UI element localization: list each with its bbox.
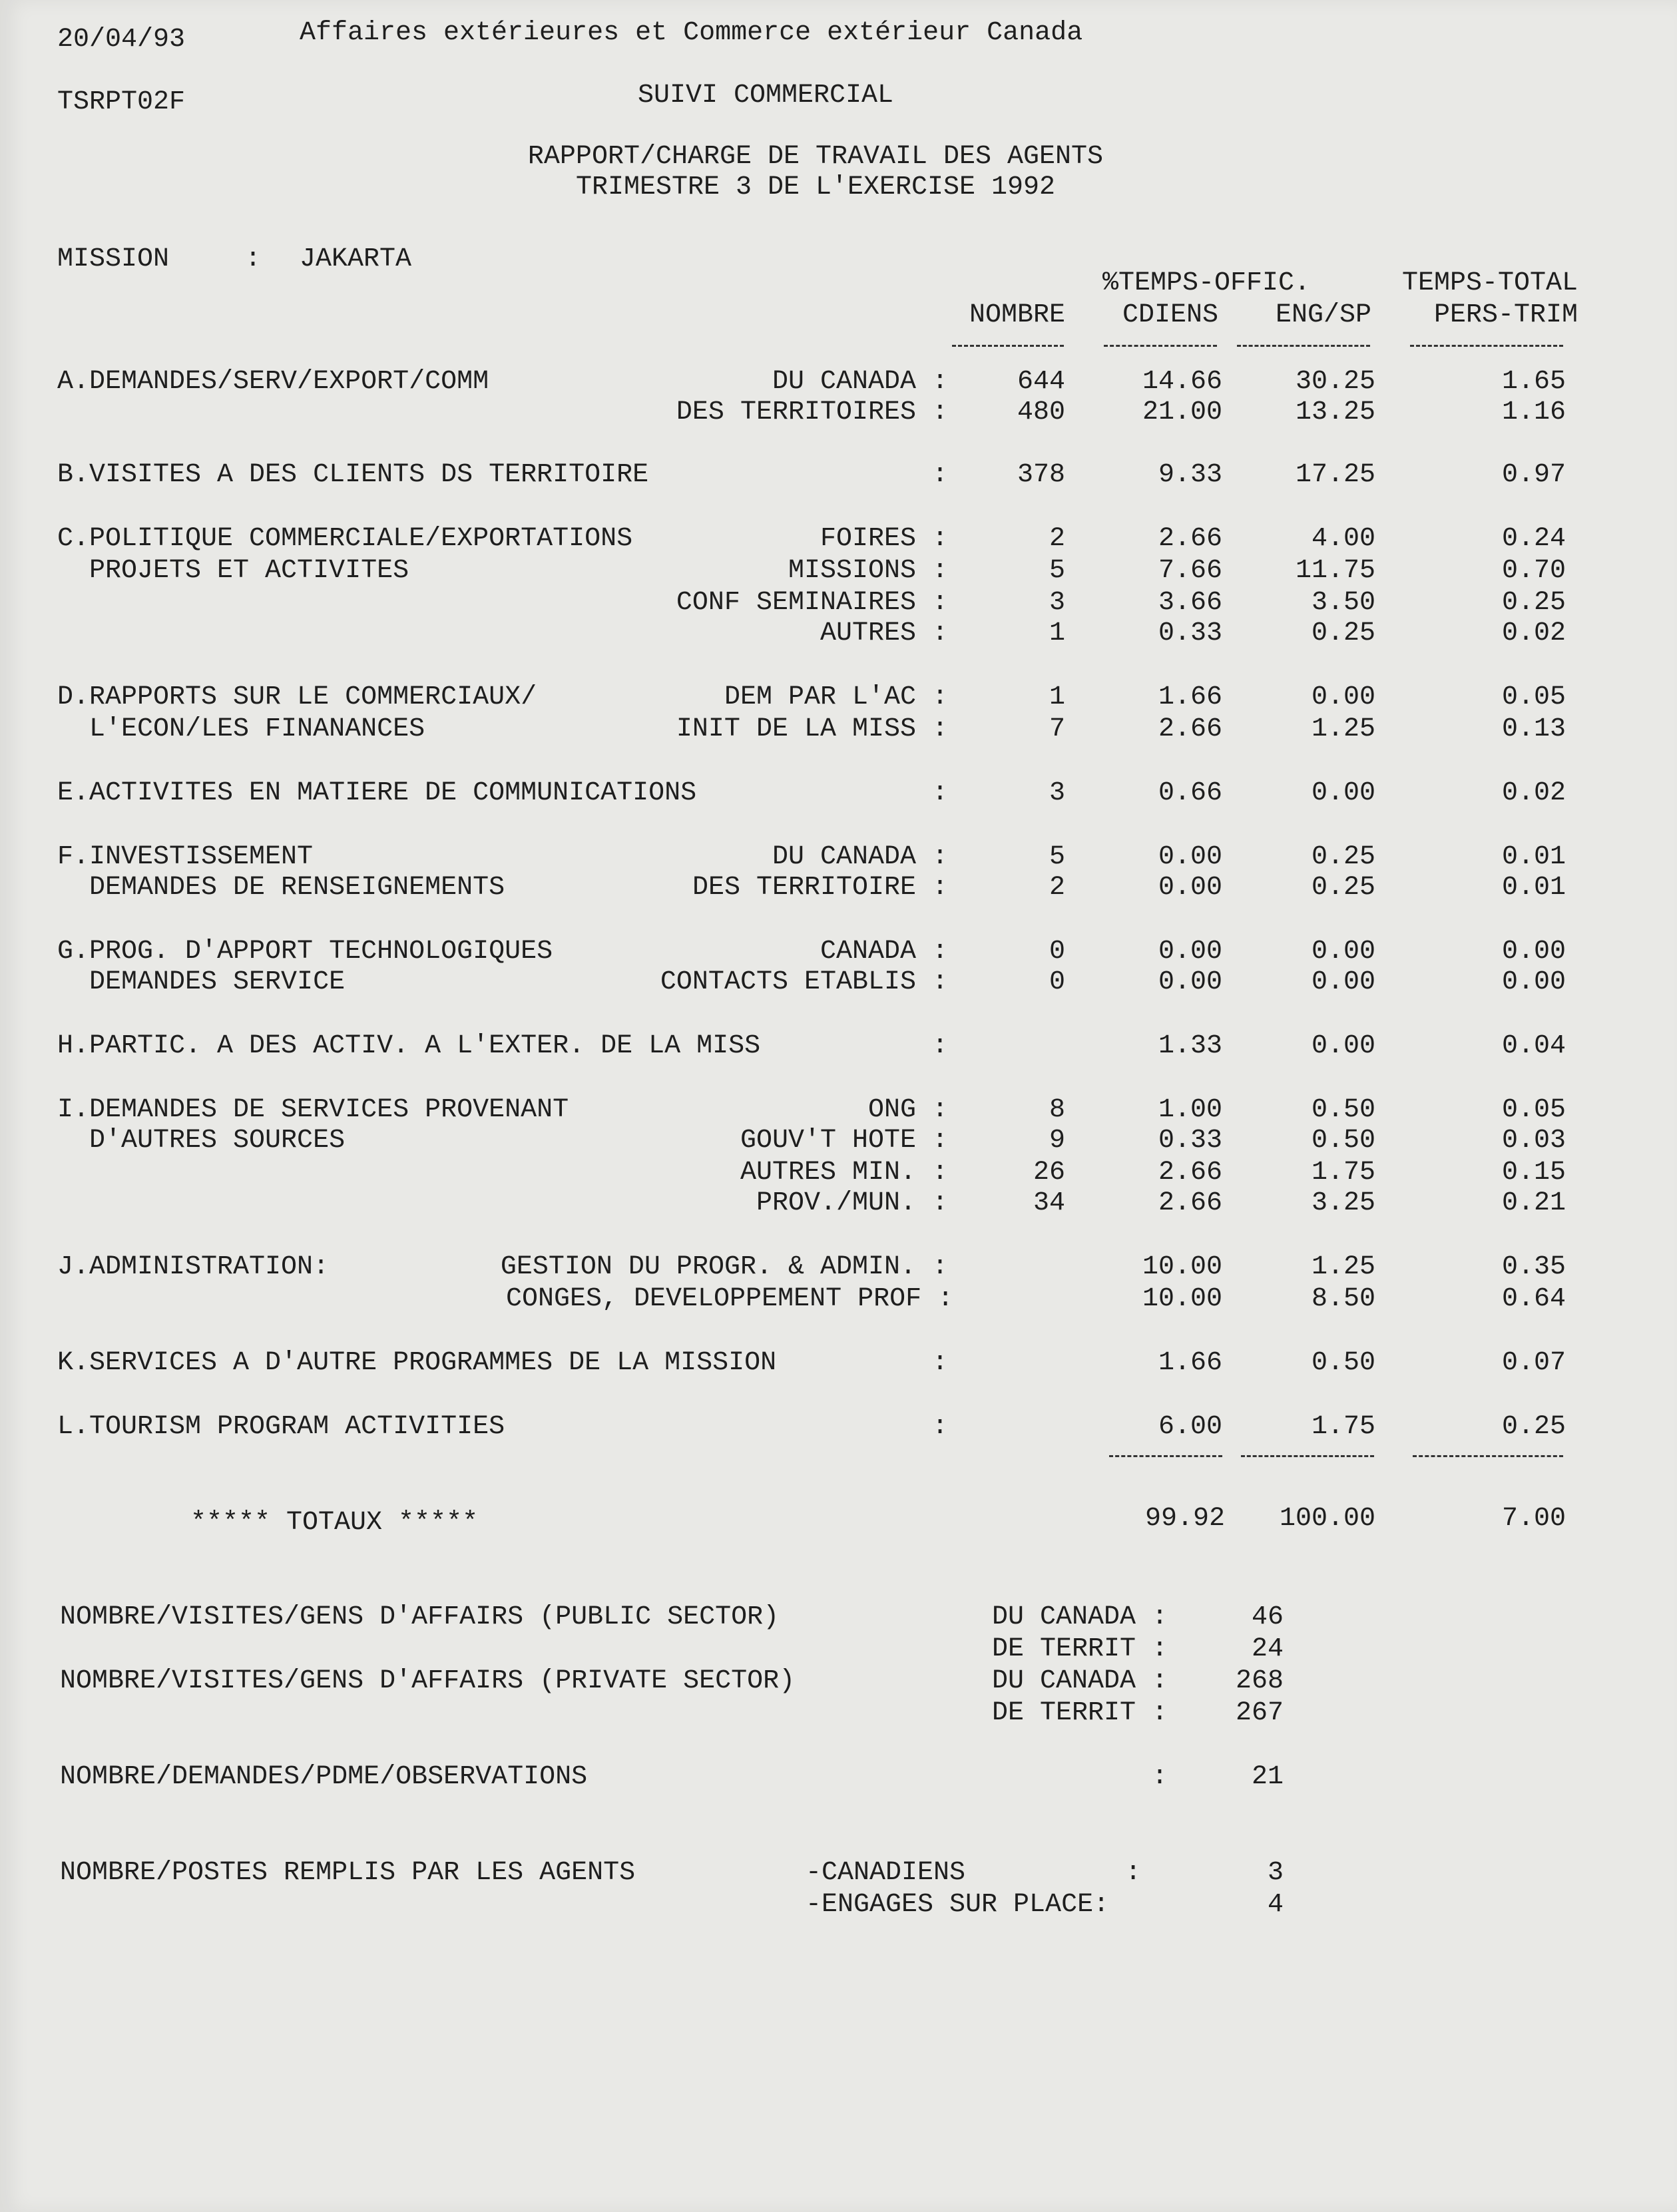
row-nombre-value: 2 (1049, 524, 1065, 554)
row-subcategory-label: CANADA : (820, 937, 948, 967)
row-subcategory-label: DES TERRITOIRE : (692, 873, 948, 903)
row-subcategory-label: INIT DE LA MISS : (676, 714, 948, 744)
row-cdiens-value: 7.66 (1158, 556, 1222, 586)
stat-value: 3 (1267, 1858, 1284, 1888)
column-underline-perstrim (1410, 345, 1563, 347)
row-engsp-value: 11.75 (1295, 556, 1375, 586)
row-cdiens-value: 0.66 (1158, 778, 1222, 808)
row-subcategory-label: MISSIONS : (788, 556, 948, 586)
stat-qualifier: : (1151, 1762, 1168, 1792)
row-perstrim-value: 0.64 (1501, 1284, 1566, 1314)
row-nombre-value: 1 (1049, 682, 1065, 712)
row-engsp-value: 0.00 (1311, 778, 1375, 808)
row-nombre-value: 1 (1049, 618, 1065, 648)
row-category-label: G.PROG. D'APPORT TECHNOLOGIQUES (57, 937, 553, 967)
row-engsp-value: 0.00 (1311, 682, 1375, 712)
stat-qualifier: DE TERRIT : (991, 1698, 1168, 1728)
row-subcategory-label: PROV./MUN. : (756, 1188, 948, 1218)
row-engsp-value: 0.25 (1311, 618, 1375, 648)
row-perstrim-value: 0.02 (1501, 618, 1566, 648)
row-category-label: A.DEMANDES/SERV/EXPORT/COMM (57, 367, 489, 397)
row-subcategory-label: AUTRES : (820, 618, 948, 648)
row-subcategory-label: ONG : (867, 1095, 948, 1125)
row-perstrim-value: 0.35 (1501, 1252, 1566, 1282)
stat-qualifier: -CANADIENS : (806, 1858, 1142, 1888)
row-perstrim-value: 0.04 (1501, 1031, 1566, 1061)
row-category-label: L'ECON/LES FINANANCES (57, 714, 425, 744)
row-perstrim-value: 1.16 (1501, 397, 1566, 427)
row-category-label: C.POLITIQUE COMMERCIALE/EXPORTATIONS (57, 524, 633, 554)
row-perstrim-value: 0.02 (1501, 778, 1566, 808)
row-engsp-value: 0.00 (1311, 1031, 1375, 1061)
row-subcategory-label: DU CANADA : (772, 367, 948, 397)
stat-value: 21 (1251, 1762, 1284, 1792)
row-category-label: J.ADMINISTRATION: (57, 1252, 330, 1282)
row-subcategory-label: : (931, 1412, 948, 1442)
totals-underline-cdiens (1109, 1455, 1222, 1457)
row-nombre-value: 644 (1017, 367, 1065, 397)
row-subcategory-label: FOIRES : (820, 524, 948, 554)
row-nombre-value: 9 (1049, 1126, 1065, 1156)
row-engsp-value: 0.50 (1311, 1126, 1375, 1156)
row-cdiens-value: 0.00 (1158, 967, 1222, 997)
column-underline-cdiens (1104, 345, 1217, 347)
row-perstrim-value: 1.65 (1501, 367, 1566, 397)
row-nombre-value: 5 (1049, 842, 1065, 872)
row-engsp-value: 17.25 (1295, 460, 1375, 490)
row-nombre-value: 7 (1049, 714, 1065, 744)
stat-value: 267 (1235, 1698, 1284, 1728)
row-nombre-value: 5 (1049, 556, 1065, 586)
row-subcategory-label: : (931, 1031, 948, 1061)
row-cdiens-value: 2.66 (1158, 1158, 1222, 1188)
row-subcategory-label: DES TERRITOIRES : (676, 397, 948, 427)
row-engsp-value: 0.25 (1311, 842, 1375, 872)
row-cdiens-value: 14.66 (1142, 367, 1222, 397)
row-nombre-value: 378 (1017, 460, 1065, 490)
report-period: TRIMESTRE 3 DE L'EXERCISE 1992 (575, 172, 1056, 202)
row-subcategory-label: : (931, 778, 948, 808)
row-perstrim-value: 0.05 (1501, 682, 1566, 712)
total-cdiens: 99.92 (1144, 1504, 1225, 1534)
row-cdiens-value: 0.00 (1158, 842, 1222, 872)
stat-label: NOMBRE/VISITES/GENS D'AFFAIRS (PRIVATE SECTOR) (60, 1666, 796, 1696)
stat-qualifier: DE TERRIT : (991, 1634, 1168, 1664)
column-group-temps-total: TEMPS-TOTAL (1401, 268, 1578, 298)
column-group-temps-offic: %TEMPS-OFFIC. (1102, 268, 1311, 298)
row-engsp-value: 1.75 (1311, 1158, 1375, 1188)
row-category-label: E.ACTIVITES EN MATIERE DE COMMUNICATIONS (57, 778, 697, 808)
system-name: SUIVI COMMERCIAL (637, 81, 894, 111)
row-perstrim-value: 0.70 (1501, 556, 1566, 586)
row-subcategory-label: : (931, 1348, 948, 1378)
stat-label: NOMBRE/POSTES REMPLIS PAR LES AGENTS (60, 1858, 636, 1888)
row-engsp-value: 0.50 (1311, 1095, 1375, 1125)
row-nombre-value: 0 (1049, 967, 1065, 997)
row-category-label: K.SERVICES A D'AUTRE PROGRAMMES DE LA MISSION (57, 1348, 777, 1378)
row-cdiens-value: 0.00 (1158, 937, 1222, 967)
row-perstrim-value: 0.13 (1501, 714, 1566, 744)
row-engsp-value: 1.25 (1311, 714, 1375, 744)
stat-value: 4 (1267, 1890, 1284, 1920)
row-cdiens-value: 3.66 (1158, 588, 1222, 618)
total-perstrim: 7.00 (1501, 1504, 1566, 1534)
row-nombre-value: 34 (1033, 1188, 1065, 1218)
row-engsp-value: 1.25 (1311, 1252, 1375, 1282)
row-subcategory-label: AUTRES MIN. : (740, 1158, 948, 1188)
stat-value: 46 (1251, 1602, 1284, 1632)
row-category-label: DEMANDES SERVICE (57, 967, 346, 997)
row-engsp-value: 13.25 (1295, 397, 1375, 427)
department-name: Affaires extérieures et Commerce extérieur Canada (300, 18, 1083, 48)
column-header-engsp: ENG/SP (1275, 300, 1371, 330)
row-cdiens-value: 2.66 (1158, 714, 1222, 744)
row-cdiens-value: 1.66 (1158, 682, 1222, 712)
row-subcategory-label: CONF SEMINAIRES : (676, 588, 948, 618)
totals-underline-engsp (1241, 1455, 1374, 1457)
row-cdiens-value: 9.33 (1158, 460, 1222, 490)
row-perstrim-value: 0.25 (1501, 1412, 1566, 1442)
row-nombre-value: 3 (1049, 588, 1065, 618)
row-category-label: DEMANDES DE RENSEIGNEMENTS (57, 873, 505, 903)
row-category-label: D'AUTRES SOURCES (57, 1126, 346, 1156)
column-header-nombre: NOMBRE (969, 300, 1065, 330)
row-cdiens-value: 1.33 (1158, 1031, 1222, 1061)
mission-name: JAKARTA (300, 244, 412, 274)
row-subcategory-label: GESTION DU PROGR. & ADMIN. : (500, 1252, 948, 1282)
row-perstrim-value: 0.97 (1501, 460, 1566, 490)
row-engsp-value: 4.00 (1311, 524, 1375, 554)
report-code: TSRPT02F (57, 87, 186, 117)
row-cdiens-value: 21.00 (1142, 397, 1222, 427)
row-cdiens-value: 10.00 (1142, 1252, 1222, 1282)
row-subcategory-label: DEM PAR L'AC : (724, 682, 948, 712)
row-engsp-value: 1.75 (1311, 1412, 1375, 1442)
row-cdiens-value: 0.33 (1158, 1126, 1222, 1156)
mission-label: MISSION (57, 244, 170, 274)
row-engsp-value: 0.25 (1311, 873, 1375, 903)
column-header-perstrim: PERS-TRIM (1433, 300, 1578, 330)
column-underline-nombre (952, 345, 1064, 347)
column-header-cdiens: CDIENS (1122, 300, 1218, 330)
row-category-label: PROJETS ET ACTIVITES (57, 556, 409, 586)
row-perstrim-value: 0.24 (1501, 524, 1566, 554)
row-engsp-value: 0.00 (1311, 967, 1375, 997)
row-engsp-value: 3.50 (1311, 588, 1375, 618)
row-nombre-value: 8 (1049, 1095, 1065, 1125)
report-date: 20/04/93 (57, 25, 186, 55)
column-underline-engsp (1237, 345, 1370, 347)
stat-qualifier: DU CANADA : (991, 1602, 1168, 1632)
totals-underline-perstrim (1413, 1455, 1563, 1457)
stat-value: 268 (1235, 1666, 1284, 1696)
row-nombre-value: 0 (1049, 937, 1065, 967)
row-category-label: H.PARTIC. A DES ACTIV. A L'EXTER. DE LA MISS (57, 1031, 761, 1061)
row-perstrim-value: 0.07 (1501, 1348, 1566, 1378)
stat-value: 24 (1251, 1634, 1284, 1664)
row-perstrim-value: 0.03 (1501, 1126, 1566, 1156)
totals-label: ***** TOTAUX ***** (190, 1508, 479, 1538)
row-perstrim-value: 0.00 (1501, 937, 1566, 967)
row-category-label: B.VISITES A DES CLIENTS DS TERRITOIRE (57, 460, 649, 490)
row-engsp-value: 0.00 (1311, 937, 1375, 967)
row-nombre-value: 480 (1017, 397, 1065, 427)
row-nombre-value: 26 (1033, 1158, 1065, 1188)
row-category-label: D.RAPPORTS SUR LE COMMERCIAUX/ (57, 682, 537, 712)
mission-separator: : (245, 244, 262, 274)
row-cdiens-value: 2.66 (1158, 1188, 1222, 1218)
row-engsp-value: 0.50 (1311, 1348, 1375, 1378)
row-perstrim-value: 0.00 (1501, 967, 1566, 997)
row-perstrim-value: 0.21 (1501, 1188, 1566, 1218)
row-subcategory-label: : (931, 460, 948, 490)
row-nombre-value: 2 (1049, 873, 1065, 903)
row-perstrim-value: 0.01 (1501, 842, 1566, 872)
row-cdiens-value: 1.66 (1158, 1348, 1222, 1378)
stat-label: NOMBRE/DEMANDES/PDME/OBSERVATIONS (60, 1762, 588, 1792)
row-cdiens-value: 6.00 (1158, 1412, 1222, 1442)
row-category-label: F.INVESTISSEMENT (57, 842, 314, 872)
row-cdiens-value: 2.66 (1158, 524, 1222, 554)
stat-label: NOMBRE/VISITES/GENS D'AFFAIRS (PUBLIC SECTOR) (60, 1602, 780, 1632)
row-perstrim-value: 0.05 (1501, 1095, 1566, 1125)
row-cdiens-value: 1.00 (1158, 1095, 1222, 1125)
row-cdiens-value: 10.00 (1142, 1284, 1222, 1314)
row-engsp-value: 8.50 (1311, 1284, 1375, 1314)
row-cdiens-value: 0.33 (1158, 618, 1222, 648)
row-engsp-value: 30.25 (1295, 367, 1375, 397)
total-engsp: 100.00 (1279, 1504, 1375, 1534)
row-perstrim-value: 0.25 (1501, 588, 1566, 618)
row-category-label: L.TOURISM PROGRAM ACTIVITIES (57, 1412, 505, 1442)
row-perstrim-value: 0.15 (1501, 1158, 1566, 1188)
stat-qualifier: DU CANADA : (991, 1666, 1168, 1696)
row-cdiens-value: 0.00 (1158, 873, 1222, 903)
row-subcategory-label: DU CANADA : (772, 842, 948, 872)
row-perstrim-value: 0.01 (1501, 873, 1566, 903)
row-category-label: I.DEMANDES DE SERVICES PROVENANT (57, 1095, 569, 1125)
report-title: RAPPORT/CHARGE DE TRAVAIL DES AGENTS (527, 142, 1104, 172)
row-subcategory-label: CONGES, DEVELOPPEMENT PROF : (506, 1284, 954, 1314)
row-subcategory-label: GOUV'T HOTE : (740, 1126, 948, 1156)
stat-qualifier: -ENGAGES SUR PLACE: (806, 1890, 1110, 1920)
row-engsp-value: 3.25 (1311, 1188, 1375, 1218)
row-subcategory-label: CONTACTS ETABLIS : (660, 967, 948, 997)
row-nombre-value: 3 (1049, 778, 1065, 808)
